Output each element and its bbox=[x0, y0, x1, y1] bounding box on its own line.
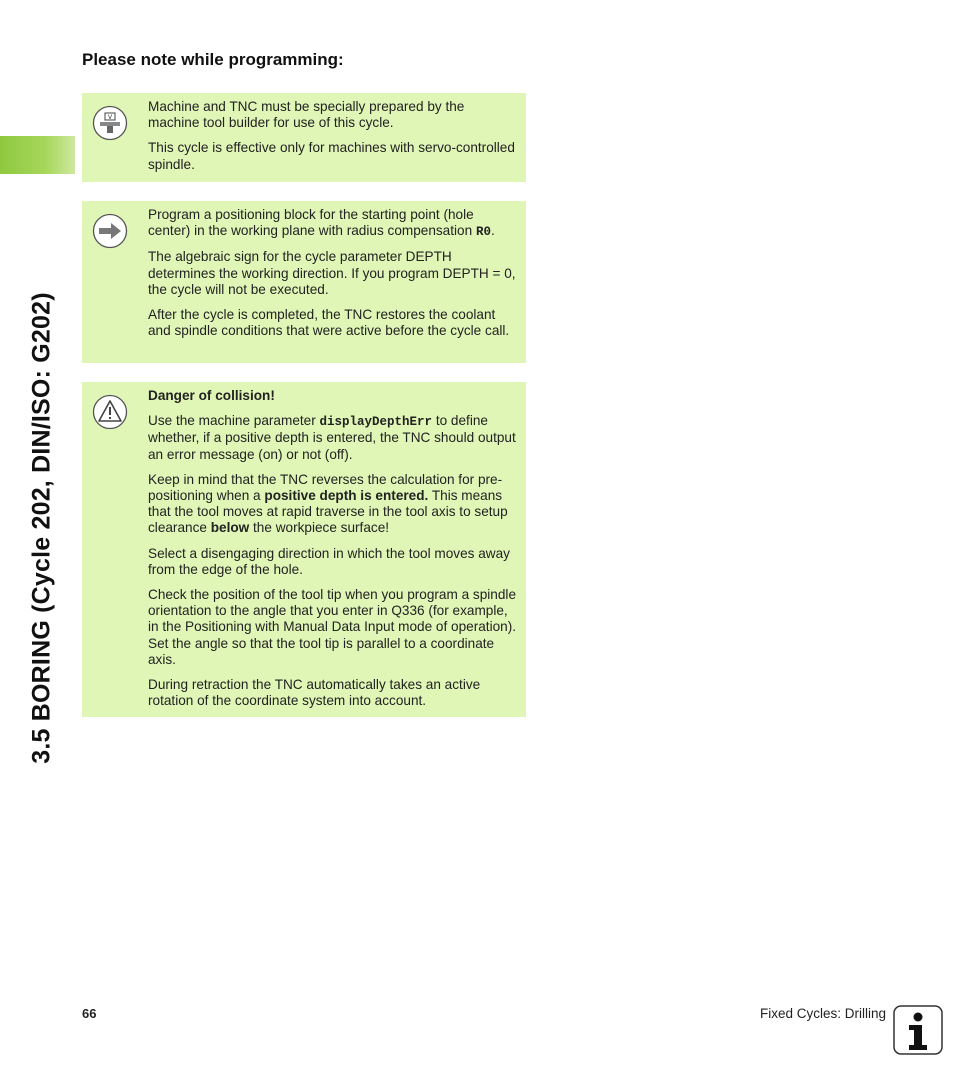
note-danger-text-1 bbox=[148, 413, 516, 463]
text-span: This means that the tool moves at rapid traverse in the tool axis to setup clearance bbox=[148, 488, 508, 536]
svg-text:V: V bbox=[107, 114, 113, 121]
note-machine-text-1: Machine and TNC must be specially prepared by the machine tool builder for use of this cycle. bbox=[148, 99, 465, 131]
note-programming bbox=[82, 201, 526, 363]
section-heading: Please note while programming: bbox=[82, 50, 344, 69]
note-programming-text-3: After the cycle is completed, the TNC restores the coolant and spindle conditions that were active before the cycle call. bbox=[148, 307, 510, 339]
footer-chapter: Fixed Cycles: Drilling bbox=[759, 1006, 886, 1021]
info-icon[interactable] bbox=[893, 1005, 943, 1055]
code-r0: R0 bbox=[475, 225, 491, 240]
chapter-tab bbox=[0, 136, 75, 174]
note-machine bbox=[82, 93, 526, 182]
note-danger-text-2 bbox=[148, 472, 516, 537]
text-span: to define whether, if a positive depth is entered, the TNC should output an error message (on) or not (off). bbox=[148, 413, 516, 462]
note-danger-text-3: Select a disengaging direction in which the tool moves away from the edge of the hole. bbox=[148, 545, 510, 577]
page-number: 66 bbox=[82, 1006, 97, 1021]
note-danger bbox=[82, 382, 526, 717]
note-danger-text-5: During retraction the TNC automatically takes an active rotation of the coordinate system into account. bbox=[148, 677, 481, 709]
note-machine-text-2: This cycle is effective only for machines with servo-controlled spindle. bbox=[148, 140, 515, 172]
warning-icon bbox=[92, 394, 128, 430]
note-danger-text-4: Check the position of the tool tip when you program a spindle orientation to the angle that you enter in Q336 (for example, in the Positioning with Manual Data Input mode of operation). Set the angle so that the tool tip is parallel to a coordinate axis. bbox=[148, 587, 517, 667]
text-span: . bbox=[490, 223, 495, 239]
arrow-right-icon bbox=[92, 213, 128, 249]
text-span: Use the machine parameter bbox=[148, 413, 320, 429]
machine-icon bbox=[92, 105, 128, 141]
note-programming-text-2: The algebraic sign for the cycle parameter DEPTH determines the working direction. If you program DEPTH = 0, the cycle will not be executed. bbox=[148, 249, 516, 297]
text-span: the workpiece surface! bbox=[249, 520, 390, 536]
text-span: Program a positioning block for the starting point (hole center) in the working plane with radius compensation bbox=[148, 207, 476, 239]
side-chapter-title: 3.5 BORING (Cycle 202, DIN/ISO: G202) bbox=[27, 292, 56, 764]
text-span: Keep in mind that the TNC reverses the calculation for pre-positioning when a bbox=[148, 471, 503, 504]
danger-title: Danger of collision! bbox=[148, 388, 275, 403]
code-display-depth-err: displayDepthErr bbox=[319, 415, 433, 430]
bold-text: below bbox=[210, 520, 250, 536]
note-programming-text-1 bbox=[148, 207, 516, 240]
bold-text: positive depth is entered. bbox=[264, 488, 429, 504]
